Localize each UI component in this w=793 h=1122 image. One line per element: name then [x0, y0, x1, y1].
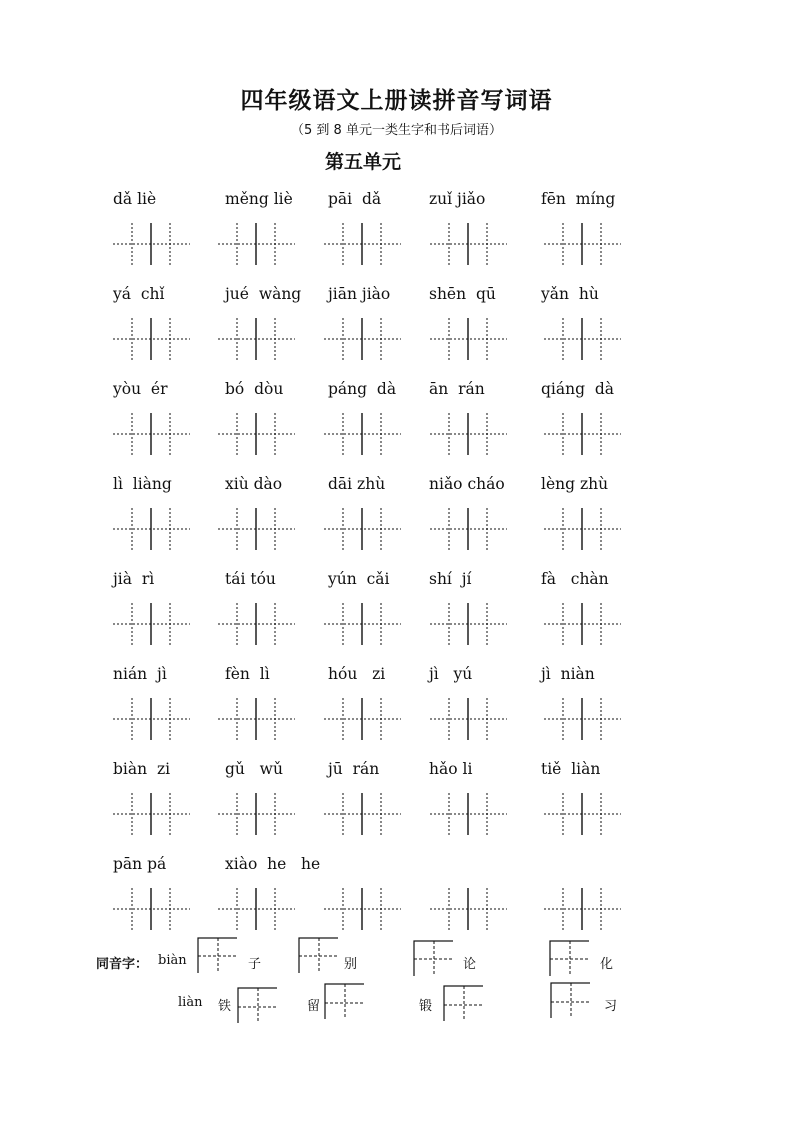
homophone-pinyin-bian: biàn: [158, 953, 187, 968]
pinyin-prompt: bó dòu: [225, 380, 284, 398]
homophone-char: 化: [600, 957, 614, 972]
pinyin-prompt: qiáng dà: [541, 380, 615, 398]
homophone-char: 别: [344, 957, 358, 972]
pinyin-prompt: yún cǎi: [328, 570, 390, 588]
unit-heading: 第五单元: [325, 151, 402, 173]
pinyin-prompt: měng liè: [225, 190, 293, 208]
pinyin-prompt: jué wàng: [225, 285, 302, 303]
writing-grid[interactable]: [544, 223, 621, 265]
pinyin-prompt: dāi zhù: [328, 475, 386, 493]
homophone-writing-box[interactable]: [324, 983, 364, 1019]
writing-grid[interactable]: [113, 508, 190, 550]
pinyin-prompt: shēn qū: [429, 285, 496, 303]
pinyin-prompt: lì liàng: [113, 475, 172, 493]
homophone-char: 习: [604, 999, 618, 1014]
pinyin-prompt: fèn lì: [225, 665, 270, 683]
pinyin-prompt: jì yú: [429, 665, 473, 683]
pinyin-prompt: pān pá: [113, 855, 167, 873]
homophone-char: 锻: [419, 999, 433, 1014]
writing-grid[interactable]: [324, 318, 401, 360]
writing-grid[interactable]: [544, 698, 621, 740]
pinyin-prompt: jiān jiào: [328, 285, 391, 303]
writing-grid[interactable]: [218, 413, 295, 455]
homophone-char: 子: [248, 957, 262, 972]
writing-grid[interactable]: [324, 698, 401, 740]
pinyin-prompt: hǎo li: [429, 760, 473, 778]
writing-grid[interactable]: [324, 223, 401, 265]
homophone-writing-box[interactable]: [443, 985, 483, 1021]
homophone-writing-box[interactable]: [413, 940, 453, 976]
homophone-char: 论: [463, 957, 477, 972]
pinyin-prompt: hóu zi: [328, 665, 386, 683]
writing-grid[interactable]: [218, 888, 295, 930]
pinyin-prompt: nián jì: [113, 665, 167, 683]
pinyin-prompt: tái tóu: [225, 570, 276, 588]
writing-grid[interactable]: [544, 793, 621, 835]
pinyin-prompt: yá chǐ: [113, 285, 165, 303]
pinyin-prompt: xiào he he: [225, 855, 321, 873]
pinyin-prompt: jì niàn: [541, 665, 595, 683]
writing-grid[interactable]: [218, 223, 295, 265]
pinyin-prompt: jū rán: [328, 760, 380, 778]
writing-grid[interactable]: [113, 318, 190, 360]
writing-grid[interactable]: [113, 603, 190, 645]
pinyin-prompt: zuǐ jiǎo: [429, 190, 486, 208]
writing-grid[interactable]: [324, 603, 401, 645]
writing-grid[interactable]: [113, 698, 190, 740]
writing-grid[interactable]: [324, 888, 401, 930]
pinyin-prompt: dǎ liè: [113, 190, 157, 208]
writing-grid[interactable]: [430, 888, 507, 930]
writing-grid[interactable]: [324, 508, 401, 550]
homophone-writing-box[interactable]: [549, 940, 589, 976]
pinyin-prompt: jià rì: [113, 570, 155, 588]
writing-grid[interactable]: [430, 793, 507, 835]
writing-grid[interactable]: [324, 413, 401, 455]
homophone-pinyin-lian: liàn: [178, 995, 203, 1010]
pinyin-prompt: fà chàn: [541, 570, 609, 588]
homophone-writing-box[interactable]: [298, 937, 338, 973]
writing-grid[interactable]: [113, 793, 190, 835]
writing-grid[interactable]: [544, 888, 621, 930]
writing-grid[interactable]: [430, 318, 507, 360]
pinyin-prompt: xiù dào: [225, 475, 283, 493]
writing-grid[interactable]: [430, 698, 507, 740]
page-subtitle: （5 到 8 单元一类生字和书后词语）: [291, 123, 502, 138]
writing-grid[interactable]: [324, 793, 401, 835]
pinyin-prompt: páng dà: [328, 380, 397, 398]
writing-grid[interactable]: [544, 318, 621, 360]
pinyin-prompt: niǎo cháo: [429, 475, 505, 493]
writing-grid[interactable]: [218, 698, 295, 740]
writing-grid[interactable]: [430, 223, 507, 265]
writing-grid[interactable]: [113, 413, 190, 455]
writing-grid[interactable]: [544, 508, 621, 550]
homophone-writing-box[interactable]: [550, 982, 590, 1018]
homophone-writing-box[interactable]: [237, 987, 277, 1023]
pinyin-prompt: pāi dǎ: [328, 190, 382, 208]
writing-grid[interactable]: [430, 508, 507, 550]
writing-grid[interactable]: [218, 508, 295, 550]
pinyin-prompt: yǎn hù: [541, 285, 599, 303]
homophone-writing-box[interactable]: [197, 937, 237, 973]
writing-grid[interactable]: [430, 413, 507, 455]
writing-grid[interactable]: [218, 603, 295, 645]
pinyin-prompt: lèng zhù: [541, 475, 609, 493]
pinyin-prompt: tiě liàn: [541, 760, 601, 778]
pinyin-prompt: gǔ wǔ: [225, 760, 283, 778]
writing-grid[interactable]: [218, 318, 295, 360]
page-title: 四年级语文上册读拼音写词语: [240, 88, 553, 114]
writing-grid[interactable]: [430, 603, 507, 645]
writing-grid[interactable]: [544, 413, 621, 455]
homophone-char: 铁: [218, 999, 232, 1014]
homophone-label: 同音字：: [96, 957, 149, 972]
writing-grid[interactable]: [113, 888, 190, 930]
pinyin-prompt: yòu ér: [113, 380, 168, 398]
pinyin-prompt: biàn zi: [113, 760, 171, 778]
writing-grid[interactable]: [544, 603, 621, 645]
homophone-char: 留: [307, 999, 321, 1014]
writing-grid[interactable]: [218, 793, 295, 835]
pinyin-prompt: ān rán: [429, 380, 485, 398]
pinyin-prompt: fēn míng: [541, 190, 616, 208]
pinyin-prompt: shí jí: [429, 570, 472, 588]
writing-grid[interactable]: [113, 223, 190, 265]
